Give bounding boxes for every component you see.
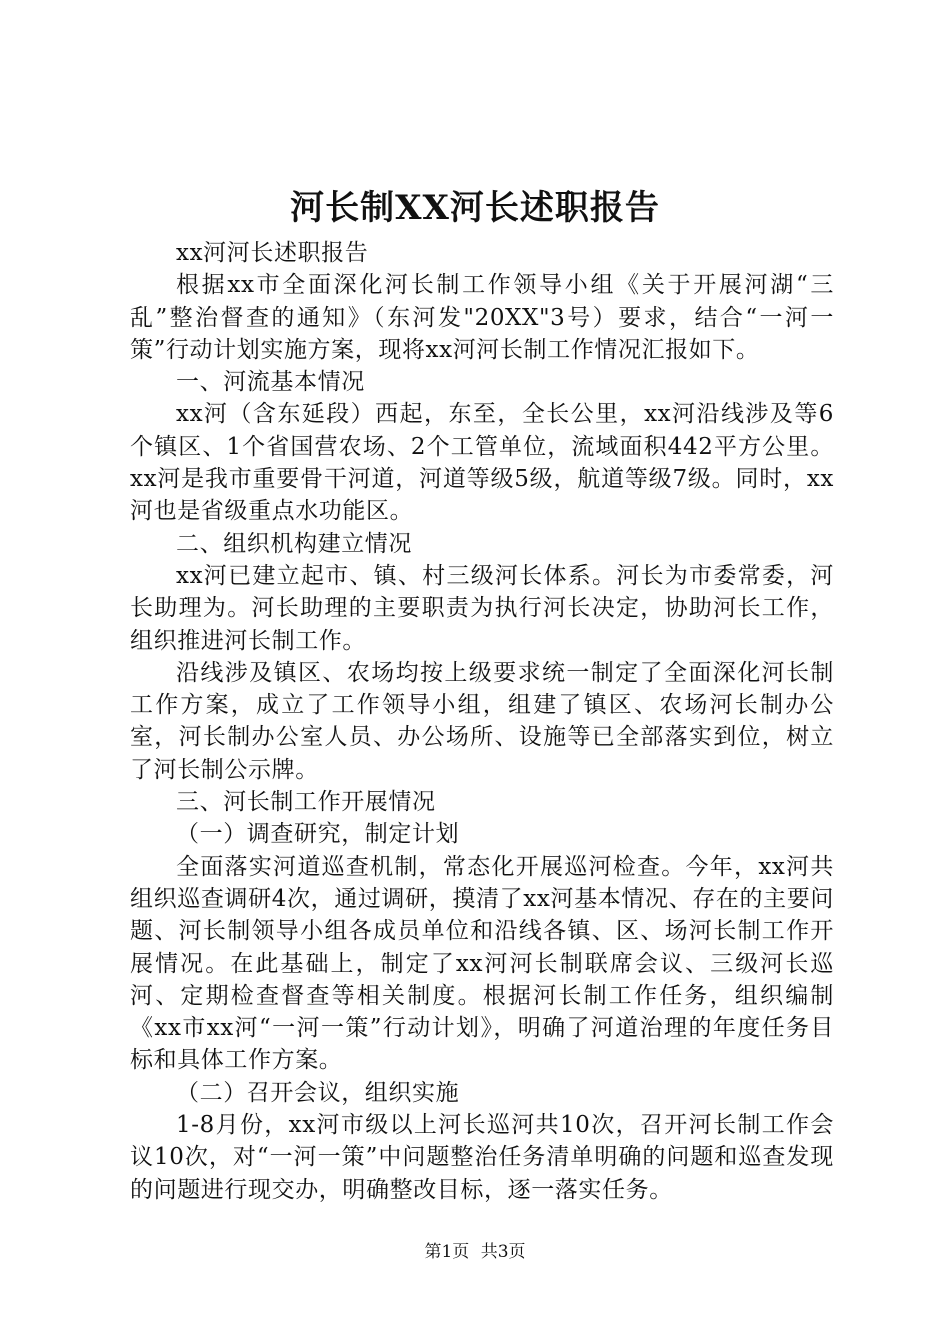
section-heading-2: 二、组织机构建立情况 — [176, 530, 412, 557]
meetings-paragraph: 1-8月份，xx河市级以上河长巡河共10次，召开河长制工作会议10次，对“一河一策”中问题整治任务清单明确的问题和巡查发现的问题进行现交办，明确整改目标，逐一落实任务。 — [130, 1112, 834, 1203]
section-heading-3: 三、河长制工作开展情况 — [176, 789, 436, 816]
document-body — [130, 237, 834, 1206]
investigation-paragraph: 全面落实河道巡查机制，常态化开展巡河检查。今年，xx河共组织巡查调研4次，通过调研，摸清了xx河基本情况、存在的主要问题、河长制领导小组各成员单位和沿线各镇、区、场河长制工作开展情况。在此基础上，制定了xx河河长制联席会议、三级河长巡河、定期检查督查等相关制度。根据河长制工作任务，组织编制《xx市xx河“一河一策”行动计划》，明确了河道治理的年度任务目标和具体工作方案。 — [130, 853, 834, 1074]
section-heading-1: 一、河流基本情况 — [176, 369, 365, 396]
page-total: 共3页 — [480, 1242, 526, 1262]
page-number: 第1页 — [424, 1242, 470, 1262]
implementation-paragraph: 沿线涉及镇区、农场均按上级要求统一制定了全面深化河长制工作方案，成立了工作领导小组，组建了镇区、农场河长制办公室，河长制办公室人员、办公场所、设施等已全部落实到位，树立了河长制公示牌。 — [130, 659, 834, 783]
subsection-heading-2: （二）召开会议，组织实施 — [176, 1079, 460, 1106]
document-title: 河长制XX河长述职报告 — [290, 188, 660, 228]
document-subtitle: xx河河长述职报告 — [176, 240, 369, 266]
page-footer — [0, 1240, 950, 1264]
intro-paragraph: 根据xx市全面深化河长制工作领导小组《关于开展河湖“三乱”整治督查的通知》（东河发"20XX"3号）要求，结合“一河一策”行动计划实施方案，现将xx河河长制工作情况汇报如下。 — [130, 272, 834, 363]
river-info-paragraph: xx河（含东延段）西起，东至，全长公里，xx河沿线涉及等6个镇区、1个省国营农场、2个工管单位，流域面积442平方公里。xx河是我市重要骨干河道，河道等级5级，航道等级7级。同时，xx河也是省级重点水功能区。 — [130, 401, 834, 525]
subsection-heading-1: （一）调查研究，制定计划 — [176, 821, 460, 848]
organization-paragraph: xx河已建立起市、镇、村三级河长体系。河长为市委常委，河长助理为。河长助理的主要职责为执行河长决定，协助河长工作，组织推进河长制工作。 — [130, 562, 834, 654]
